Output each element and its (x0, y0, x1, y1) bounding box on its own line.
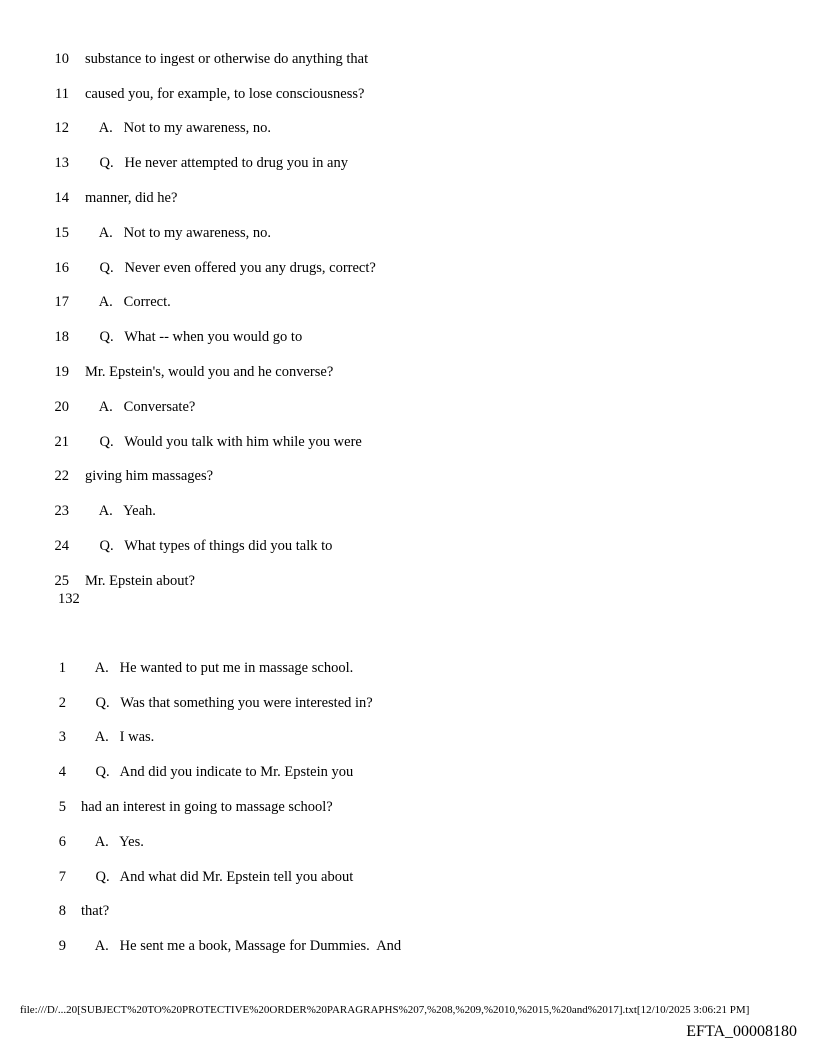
line-number: 4 (58, 764, 66, 780)
transcript-line: Q. He never attempted to drug you in any (85, 155, 348, 171)
transcript-line: A. Not to my awareness, no. (85, 120, 272, 136)
page-number: 132 (58, 591, 80, 607)
transcript-line: A. Yeah. (85, 503, 156, 519)
transcript-line: A. Yes. (81, 834, 144, 850)
transcript-line: A. Conversate? (85, 399, 196, 415)
transcript-line: caused you, for example, to lose consciousness? (85, 86, 365, 102)
line-number: 11 (55, 86, 69, 102)
line-number: 19 (54, 364, 69, 380)
transcript-line: Mr. Epstein's, would you and he converse? (85, 364, 334, 380)
transcript-line: Q. And what did Mr. Epstein tell you about (81, 869, 354, 885)
transcript-line: A. Not to my awareness, no. (85, 225, 272, 241)
line-number: 16 (54, 260, 69, 276)
transcript-line: A. He wanted to put me in massage school. (81, 660, 354, 676)
transcript-line: Q. Never even offered you any drugs, correct? (85, 260, 376, 276)
line-number: 12 (54, 120, 69, 136)
line-number: 21 (54, 434, 69, 450)
transcript-line: substance to ingest or otherwise do anything that (85, 51, 369, 67)
transcript-line: manner, did he? (85, 190, 178, 206)
transcript-line: A. Correct. (85, 294, 171, 310)
transcript-line: giving him massages? (85, 468, 214, 484)
transcript-line: Q. Was that something you were interested in? (81, 695, 373, 711)
transcript-line: had an interest in going to massage school? (81, 799, 333, 815)
transcript-line: Q. And did you indicate to Mr. Epstein you (81, 764, 354, 780)
transcript-line: Q. What types of things did you talk to (85, 538, 333, 554)
line-number: 8 (58, 903, 66, 919)
transcript-line: Mr. Epstein about? (85, 573, 195, 589)
transcript-line: that? (81, 903, 110, 919)
line-number: 15 (54, 225, 69, 241)
line-number: 17 (54, 294, 69, 310)
transcript-line: Q. Would you talk with him while you were (85, 434, 362, 450)
line-number: 7 (58, 869, 66, 885)
line-number: 22 (54, 468, 69, 484)
line-number: 18 (54, 329, 69, 345)
line-number: 25 (54, 573, 69, 589)
line-number: 23 (54, 503, 69, 519)
line-number: 3 (58, 729, 66, 745)
bates-number: EFTA_00008180 (686, 1023, 797, 1040)
line-number: 10 (54, 51, 69, 67)
line-number: 20 (54, 399, 69, 415)
transcript-line: Q. What -- when you would go to (85, 329, 303, 345)
line-number: 1 (58, 660, 66, 676)
line-number: 2 (58, 695, 66, 711)
line-number: 13 (54, 155, 69, 171)
transcript-line: A. He sent me a book, Massage for Dummies. And (81, 938, 402, 954)
footer-file-path: file:///D/...20[SUBJECT%20TO%20PROTECTIVE%20ORDER%20PARAGRAPHS%207,%208,%209,%2010,%2015,%20and%2017].txt[12/10/2025 3:06:21 PM] (20, 1004, 750, 1016)
line-number: 5 (58, 799, 66, 815)
line-number: 14 (54, 190, 69, 206)
line-number: 24 (54, 538, 69, 554)
line-number: 6 (58, 834, 66, 850)
line-number: 9 (58, 938, 66, 954)
transcript-line: A. I was. (81, 729, 155, 745)
